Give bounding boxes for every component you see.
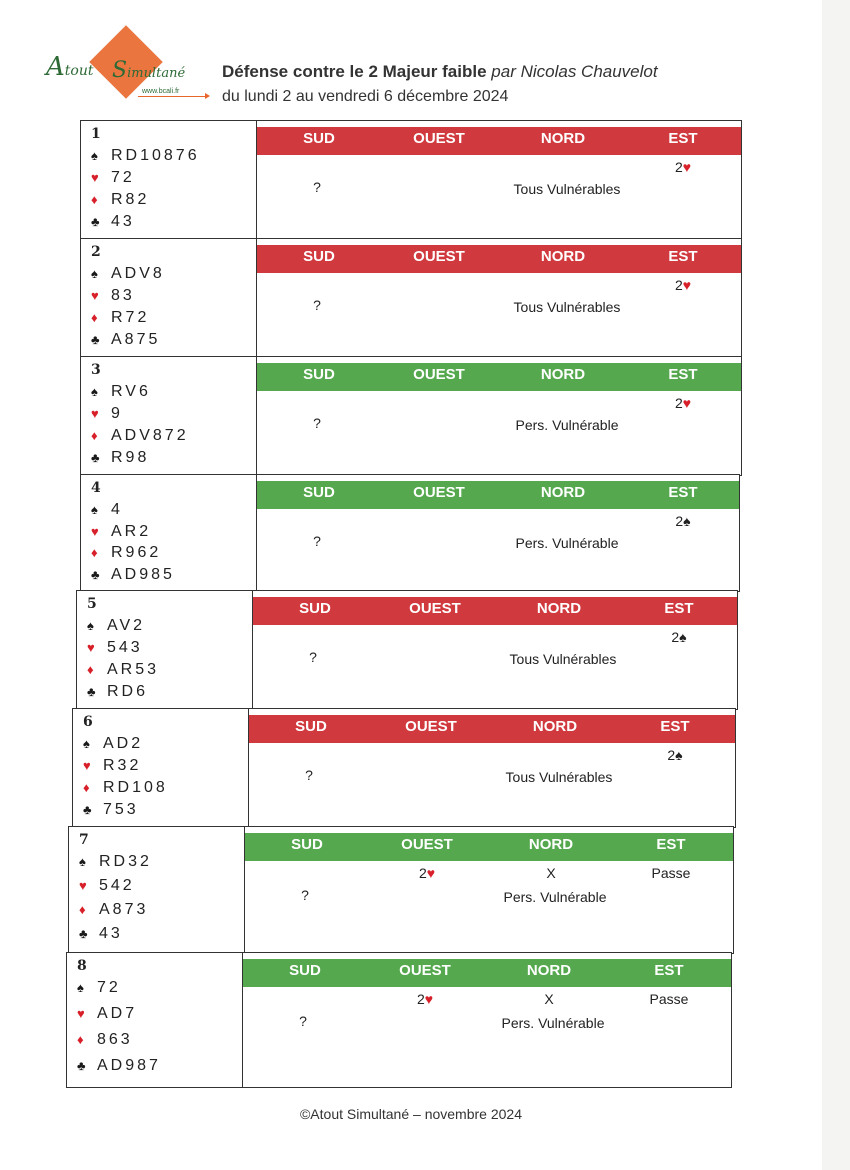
col-est: EST [656, 836, 686, 853]
bidding-header-bar [249, 715, 735, 743]
suit-holding-spades [91, 383, 151, 401]
col-ouest: OUEST [399, 962, 451, 979]
hand-south [81, 475, 257, 591]
cards-hearts: AR2 [111, 522, 152, 540]
deal-number: 8 [77, 958, 87, 974]
bidding-area [257, 475, 739, 591]
col-sud: SUD [303, 248, 335, 265]
suit-holding-clubs [91, 449, 149, 467]
cards-diamonds: R72 [111, 309, 150, 326]
heart-icon: ♥ [682, 159, 692, 175]
bid-est: 2♥ [674, 277, 692, 293]
diamond-icon: ♦ [79, 902, 86, 917]
deal-7 [68, 826, 734, 954]
hand-south [67, 953, 243, 1087]
vulnerability: Tous Vulnérables [505, 769, 613, 785]
bid-sud-question: ? [301, 887, 309, 903]
heart-icon: ♥ [682, 395, 692, 411]
cards-hearts: AD7 [97, 1005, 138, 1022]
date-range: du lundi 2 au vendredi 6 décembre 2024 [222, 88, 509, 105]
bid-sud-question: ? [313, 297, 321, 313]
col-sud: SUD [303, 366, 335, 383]
suit-holding-diamonds [91, 191, 149, 209]
club-icon: ♣ [77, 1058, 86, 1073]
footer-copyright: ©Atout Simultané – novembre 2024 [299, 1106, 522, 1122]
deal-number: 4 [91, 480, 101, 496]
arrow-icon [138, 96, 206, 97]
col-nord: NORD [526, 962, 572, 979]
diamond-icon: ♦ [91, 545, 98, 560]
spade-icon: ♠ [91, 384, 98, 399]
cards-hearts: 543 [107, 639, 143, 656]
col-nord: NORD [532, 718, 578, 735]
cards-spades: RV6 [111, 383, 151, 400]
heart-icon: ♥ [77, 1006, 85, 1021]
suit-holding-hearts [77, 1005, 137, 1023]
club-icon: ♣ [87, 684, 96, 699]
club-icon: ♣ [91, 214, 100, 229]
spade-icon: ♠ [675, 747, 683, 763]
suit-holding-diamonds [91, 427, 189, 445]
bidding-header-bar [245, 833, 733, 861]
heart-icon: ♥ [91, 523, 99, 539]
hand-south [81, 121, 257, 239]
cards-clubs: 753 [103, 801, 139, 818]
bid-nord: X [544, 991, 554, 1007]
suit-holding-diamonds [87, 661, 159, 679]
logo-url: www.bcali.fr [142, 88, 180, 95]
deal-number: 3 [91, 362, 101, 378]
deal-4 [80, 474, 740, 592]
diamond-icon: ♦ [91, 310, 98, 325]
spade-icon: ♠ [91, 148, 98, 163]
cards-diamonds: RD108 [103, 779, 168, 796]
deal-5 [76, 590, 738, 710]
suit-holding-hearts [91, 523, 151, 541]
deal-number: 2 [91, 244, 101, 260]
bidding-area [245, 827, 733, 953]
cards-diamonds: R82 [111, 191, 150, 208]
heart-icon: ♥ [424, 991, 434, 1007]
diamond-icon: ♦ [87, 662, 94, 677]
cards-spades: RD32 [99, 853, 152, 870]
cards-hearts: R32 [103, 757, 142, 774]
cards-diamonds: ADV872 [111, 427, 189, 444]
col-est: EST [668, 484, 698, 501]
spade-icon: ♠ [91, 266, 98, 281]
spade-icon: ♠ [679, 629, 687, 645]
club-icon: ♣ [91, 332, 100, 347]
suit-holding-clubs [91, 213, 135, 231]
cards-clubs: AD985 [111, 565, 175, 583]
vulnerability: Pers. Vulnérable [503, 889, 607, 905]
suit-holding-hearts [83, 757, 141, 775]
col-sud: SUD [303, 130, 335, 147]
deal-1 [80, 120, 742, 240]
suit-holding-diamonds [91, 544, 161, 562]
spade-icon: ♠ [77, 980, 84, 995]
cards-diamonds: R962 [111, 544, 162, 561]
bidding-header-bar [257, 245, 741, 273]
deal-number: 7 [79, 832, 89, 848]
vulnerability: Tous Vulnérables [513, 299, 621, 315]
col-ouest: OUEST [409, 600, 461, 617]
bid-ouest: 2♥ [418, 865, 436, 881]
bid-est: 2♥ [674, 395, 692, 411]
cards-spades: 72 [97, 979, 121, 996]
club-icon: ♣ [79, 926, 88, 941]
cards-clubs: R98 [111, 449, 150, 466]
cards-clubs: 43 [111, 213, 135, 230]
col-ouest: OUEST [413, 248, 465, 265]
vulnerability: Tous Vulnérables [509, 651, 617, 667]
col-sud: SUD [291, 836, 323, 853]
deal-3 [80, 356, 742, 476]
heart-icon: ♥ [91, 406, 99, 421]
bidding-area [243, 953, 731, 1087]
cards-clubs: RD6 [107, 683, 149, 700]
suit-holding-spades [79, 853, 152, 871]
cards-spades: AD2 [103, 735, 144, 752]
col-est: EST [660, 718, 690, 735]
suit-holding-hearts [87, 639, 143, 657]
hand-south [81, 357, 257, 475]
col-nord: NORD [540, 366, 586, 383]
bid-nord: X [546, 865, 556, 881]
heart-icon: ♥ [91, 170, 99, 185]
bidding-header-bar [257, 481, 739, 509]
page-title: Défense contre le 2 Majeur faible par Nicolas Chauvelot [222, 62, 658, 81]
bid-sud-question: ? [305, 767, 313, 783]
col-nord: NORD [540, 248, 586, 265]
col-nord: NORD [536, 600, 582, 617]
bid-sud-question: ? [313, 533, 321, 549]
cards-spades: ADV8 [111, 265, 165, 282]
cards-spades: AV2 [107, 617, 146, 634]
diamond-icon: ♦ [91, 192, 98, 207]
suit-holding-clubs [91, 331, 160, 349]
suit-holding-clubs [79, 925, 123, 943]
diamond-icon: ♦ [91, 428, 98, 443]
heart-icon: ♥ [79, 878, 87, 893]
col-sud: SUD [295, 718, 327, 735]
heart-icon: ♥ [83, 758, 91, 773]
heart-icon: ♥ [682, 277, 692, 293]
suit-holding-spades [91, 147, 200, 165]
cards-clubs: A875 [111, 331, 161, 348]
bidding-header-bar [253, 597, 737, 625]
club-icon: ♣ [91, 450, 100, 465]
col-est: EST [654, 962, 684, 979]
heart-icon: ♥ [426, 865, 436, 881]
cards-spades: RD10876 [111, 147, 200, 164]
col-sud: SUD [289, 962, 321, 979]
cards-clubs: AD987 [97, 1057, 161, 1074]
col-est: EST [668, 130, 698, 147]
suit-holding-diamonds [79, 901, 148, 919]
bidding-area [253, 591, 737, 709]
col-ouest: OUEST [413, 366, 465, 383]
col-ouest: OUEST [405, 718, 457, 735]
diamond-icon: ♦ [77, 1032, 84, 1047]
suit-holding-spades [91, 265, 165, 283]
bid-est: 2♠ [667, 747, 683, 763]
cards-hearts: 542 [99, 877, 135, 894]
col-sud: SUD [303, 484, 335, 501]
suit-holding-spades [91, 501, 123, 519]
col-nord: NORD [528, 836, 574, 853]
bid-sud-question: ? [313, 415, 321, 431]
bid-est: 2♠ [671, 629, 687, 645]
bidding-area [257, 239, 741, 357]
bid-est: Passe [649, 991, 689, 1007]
bidding-area [249, 709, 735, 827]
col-est: EST [668, 366, 698, 383]
suit-holding-clubs [83, 801, 139, 819]
cards-hearts: 9 [111, 405, 123, 422]
spade-icon: ♠ [87, 618, 94, 633]
col-nord: NORD [540, 130, 586, 147]
bidding-header-bar [257, 363, 741, 391]
hand-south [69, 827, 245, 953]
suit-holding-hearts [91, 405, 123, 423]
bid-sud-question: ? [299, 1013, 307, 1029]
bid-est: 2♥ [674, 159, 692, 175]
cards-diamonds: A873 [99, 901, 149, 918]
spade-icon: ♠ [79, 854, 86, 869]
col-nord: NORD [540, 484, 586, 501]
bidding-header-bar [243, 959, 731, 987]
col-ouest: OUEST [413, 484, 465, 501]
suit-holding-hearts [91, 169, 135, 187]
vulnerability: Pers. Vulnérable [515, 535, 619, 551]
deal-8 [66, 952, 732, 1088]
suit-holding-spades [77, 979, 121, 997]
suit-holding-diamonds [91, 309, 149, 327]
cards-spades: 4 [111, 501, 123, 518]
deal-number: 1 [91, 126, 101, 142]
club-icon: ♣ [91, 566, 100, 582]
suit-holding-hearts [79, 877, 135, 895]
vulnerability: Tous Vulnérables [513, 181, 621, 197]
vulnerability: Pers. Vulnérable [501, 1015, 605, 1031]
vulnerability: Pers. Vulnérable [515, 417, 619, 433]
author: par Nicolas Chauvelot [491, 62, 658, 81]
bid-sud-question: ? [309, 649, 317, 665]
cards-hearts: 72 [111, 169, 135, 186]
col-est: EST [664, 600, 694, 617]
suit-holding-diamonds [83, 779, 168, 797]
bid-ouest: 2♥ [416, 991, 434, 1007]
suit-holding-spades [83, 735, 143, 753]
spade-icon: ♠ [91, 502, 98, 517]
hand-south [77, 591, 253, 709]
cards-diamonds: AR53 [107, 661, 160, 678]
hand-south [73, 709, 249, 827]
deal-number: 5 [87, 596, 97, 612]
bidding-area [257, 357, 741, 475]
col-est: EST [668, 248, 698, 265]
deal-number: 6 [83, 714, 93, 730]
heart-icon: ♥ [87, 640, 95, 655]
bid-sud-question: ? [313, 179, 321, 195]
suit-holding-diamonds [77, 1031, 133, 1049]
bid-est: 2♠ [675, 513, 691, 529]
deal-6 [72, 708, 736, 828]
hand-south [81, 239, 257, 357]
cards-diamonds: 863 [97, 1031, 133, 1048]
suit-holding-clubs [87, 683, 148, 701]
bidding-area [257, 121, 741, 239]
bidding-header-bar [257, 127, 741, 155]
suit-holding-spades [87, 617, 145, 635]
col-ouest: OUEST [413, 130, 465, 147]
bid-est: Passe [651, 865, 691, 881]
col-sud: SUD [299, 600, 331, 617]
club-icon: ♣ [83, 802, 92, 817]
cards-clubs: 43 [99, 925, 123, 942]
deal-2 [80, 238, 742, 358]
spade-icon: ♠ [683, 513, 691, 529]
diamond-icon: ♦ [83, 780, 90, 795]
cards-hearts: 83 [111, 287, 135, 304]
suit-holding-clubs [91, 566, 175, 584]
atout-simultane-logo: Atout Simultané www.bcali.fr [42, 32, 212, 112]
suit-holding-hearts [91, 287, 135, 305]
spade-icon: ♠ [83, 736, 90, 751]
heart-icon: ♥ [91, 288, 99, 303]
col-ouest: OUEST [401, 836, 453, 853]
suit-holding-clubs [77, 1057, 161, 1075]
